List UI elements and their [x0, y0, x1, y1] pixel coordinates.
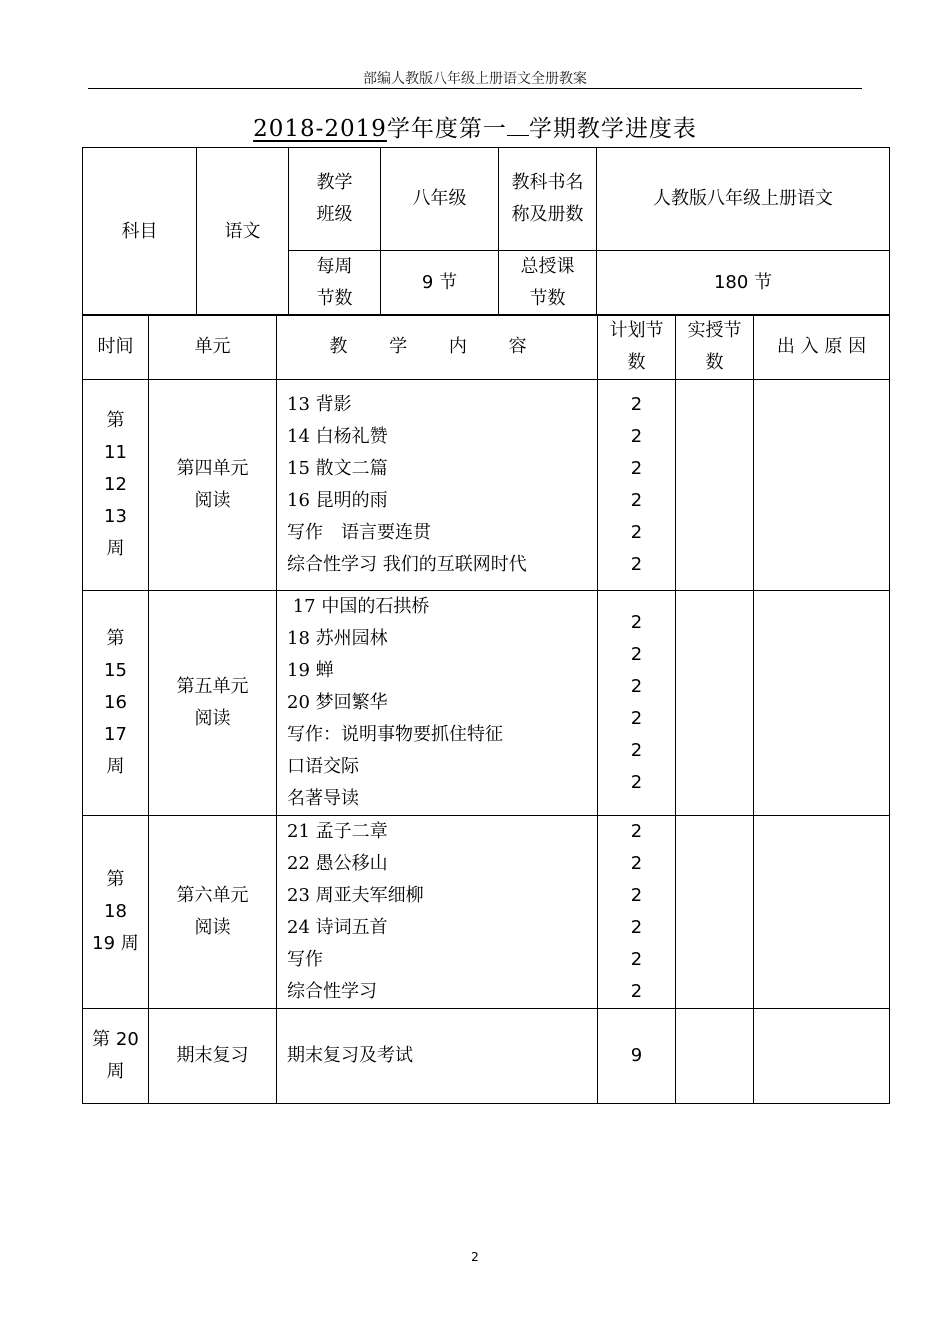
weeks-cell: 第 11 12 13 周	[83, 380, 149, 591]
header-divider	[88, 88, 862, 89]
weeks-cell: 第 15 16 17 周	[83, 591, 149, 816]
col-planned: 计划节 数	[598, 315, 676, 380]
info-table	[82, 147, 890, 316]
subject-value: 语文	[197, 148, 289, 316]
title-part2: 学期教学进度表	[528, 116, 697, 142]
title-part1: 学年度第一	[386, 116, 507, 142]
actual-cell	[676, 1009, 754, 1104]
page-number: 2	[471, 1250, 479, 1264]
class-value: 八年级	[381, 148, 499, 251]
unit-cell: 第六单元 阅读	[149, 816, 277, 1009]
col-reason: 出 入 原 因	[754, 315, 890, 380]
reason-cell	[754, 380, 890, 591]
book-value: 人教版八年级上册语文	[597, 148, 890, 251]
unit-cell: 第五单元 阅读	[149, 591, 277, 816]
actual-cell	[676, 380, 754, 591]
actual-cell	[676, 591, 754, 816]
table-row	[83, 591, 890, 816]
weekly-value: 9 节	[381, 251, 499, 316]
col-unit: 单元	[149, 315, 277, 380]
table-row	[83, 816, 890, 1009]
total-value: 180 节	[597, 251, 890, 316]
total-label: 总授课 节数	[499, 251, 597, 316]
col-content: 教 学 内 容	[277, 315, 598, 380]
title-blank	[507, 134, 529, 136]
schedule-header-row	[83, 315, 890, 380]
col-actual: 实授节 数	[676, 315, 754, 380]
subject-label: 科目	[83, 148, 197, 316]
page-header: 部编人教版八年级上册语文全册教案	[363, 71, 587, 87]
table-row	[83, 1009, 890, 1104]
planned-cell: 9	[598, 1009, 676, 1104]
reason-cell	[754, 816, 890, 1009]
class-label: 教学 班级	[289, 148, 381, 251]
col-time: 时间	[83, 315, 149, 380]
weekly-label: 每周 节数	[289, 251, 381, 316]
book-label: 教科书名 称及册数	[499, 148, 597, 251]
reason-cell	[754, 1009, 890, 1104]
schedule-table	[82, 314, 890, 1104]
actual-cell	[676, 816, 754, 1009]
unit-cell: 期末复习	[149, 1009, 277, 1104]
content-cell: 期末复习及考试	[277, 1009, 598, 1104]
unit-cell: 第四单元 阅读	[149, 380, 277, 591]
table-row	[83, 380, 890, 591]
content-cell: 21 孟子二章 22 愚公移山 23 周亚夫军细柳 24 诗词五首 写作 综合性学习	[277, 816, 598, 1009]
page-title	[0, 110, 950, 143]
weeks-cell: 第 20 周	[83, 1009, 149, 1104]
reason-cell	[754, 591, 890, 816]
content-cell: 17 中国的石拱桥 18 苏州园林 19 蝉 20 梦回繁华 写作：说明事物要抓住特征 口语交际 名著导读	[277, 591, 598, 816]
weeks-cell: 第 18 19 周	[83, 816, 149, 1009]
title-year: 2018-2019	[253, 116, 387, 142]
planned-cell: 2 2 2 2 2 2	[598, 380, 676, 591]
planned-cell: 2 2 2 2 2 2	[598, 591, 676, 816]
planned-cell: 2 2 2 2 2 2	[598, 816, 676, 1009]
content-cell: 13 背影 14 白杨礼赞 15 散文二篇 16 昆明的雨 写作 语言要连贯 综合性学习 我们的互联网时代	[277, 380, 598, 591]
